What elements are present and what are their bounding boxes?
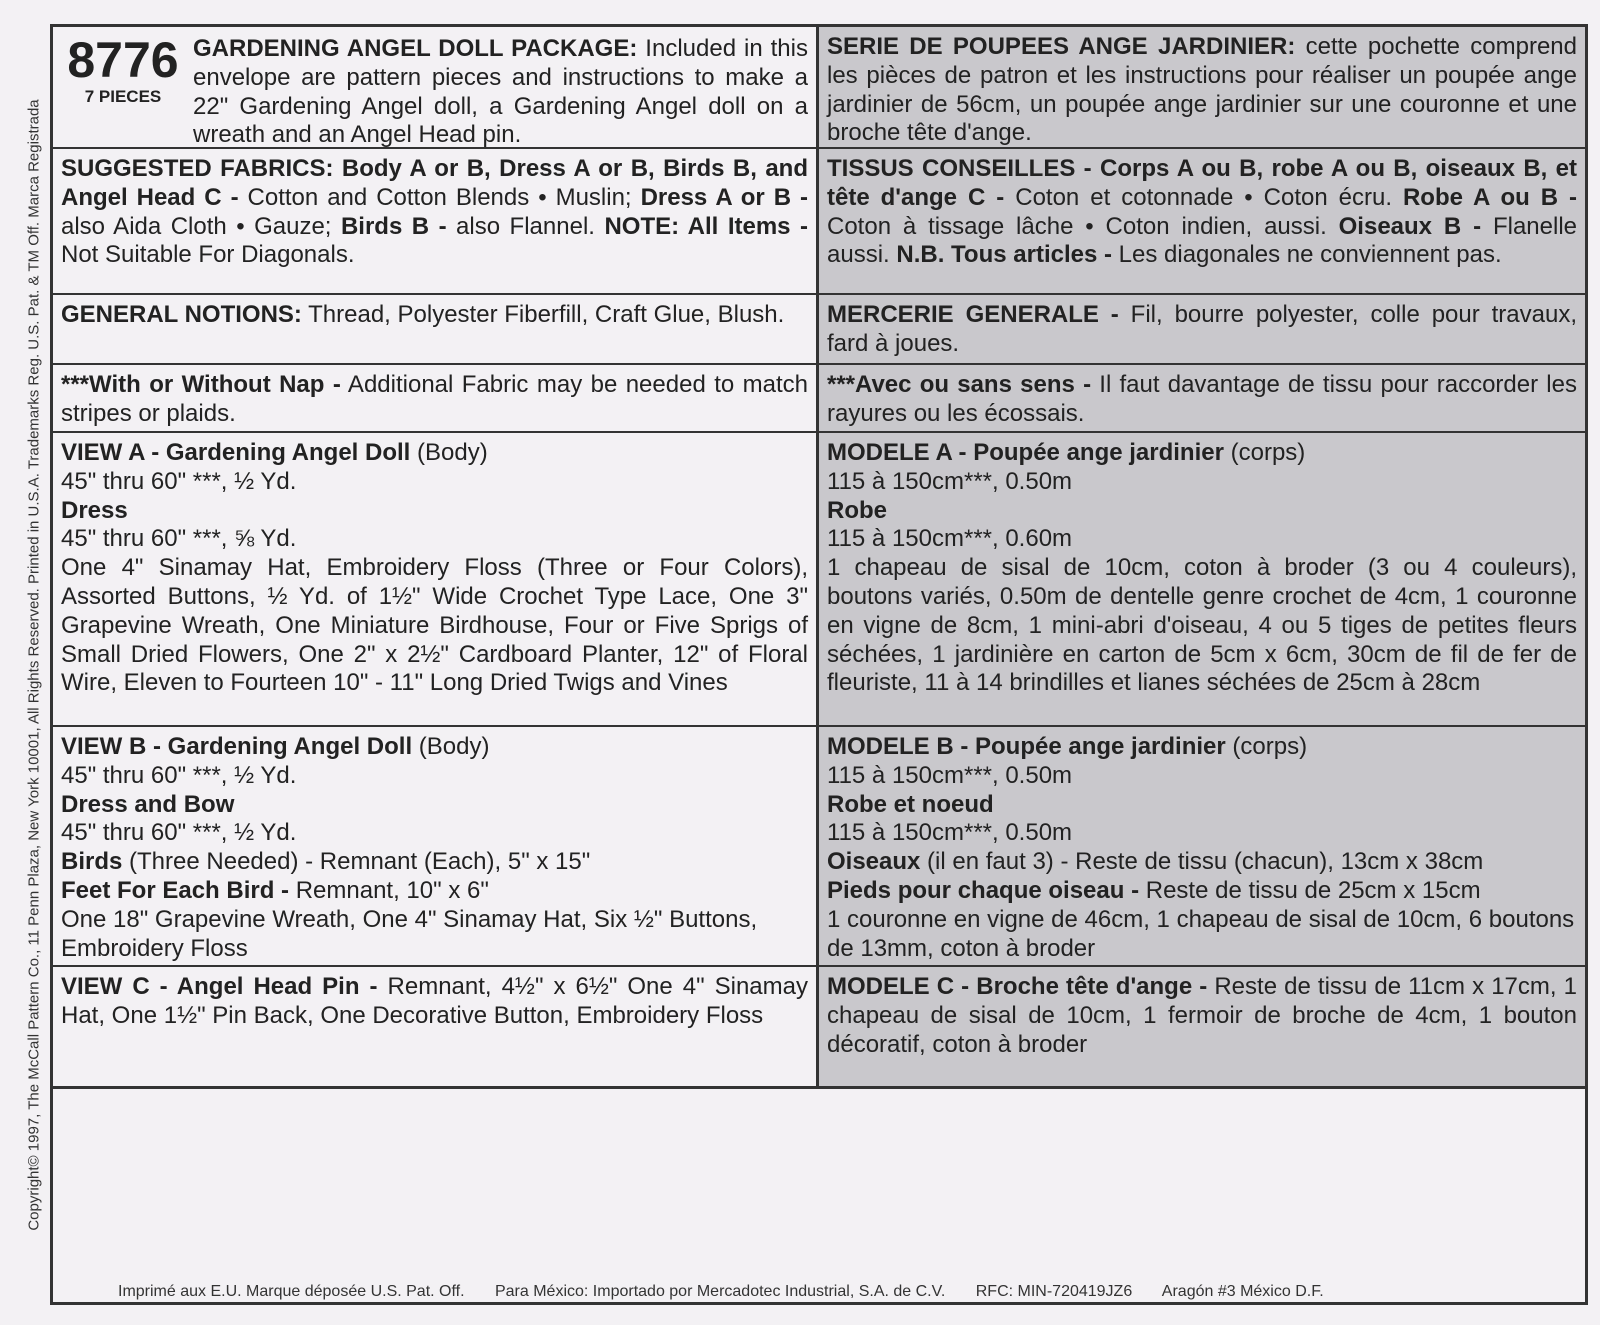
package-en-text [193,35,808,149]
view-b-en-birds: Birds (Three Needed) - Remnant (Each), 5" x 15" [61,848,591,876]
view-b-en-notions: One 18" Grapevine Wreath, One 4" Sinamay Hat, Six ½" Buttons, Embroidery Floss [61,905,758,962]
view-c-fr-heading: MODELE C - Broche tête d'ange - [827,973,1208,1000]
fabrics-en-birds: Birds B - [340,212,447,240]
footer-import-info [118,1283,1558,1301]
copyright-text: Copyright© 1997, The McCall Pattern Co., 11 Penn Plaza, New York 10001, All Rights Reserved. Printed in U.S.A. Trademarks Reg. U.S. Pat. & TM Off. Marca Registrada [25,99,43,1231]
view-b-en-heading-line [61,733,808,762]
view-b-fr-robe-label: Robe et noeud [827,790,994,818]
view-c-en-cell [53,967,819,1089]
fabrics-fr-note-text: Les diagonales ne conviennent pas. [1111,241,1502,269]
fabrics-fr-heading: TISSUS CONSEILLES - Corps A ou B, robe A ou B, oiseaux B, et tête d'ange C - [827,155,1577,211]
view-c-en-heading: VIEW C - Angel Head Pin - [61,973,378,1000]
notions-fr-text: Fil, bourre polyester, colle pour travaux, fard à joues. [827,301,1577,357]
view-b-fr-cell [819,727,1585,967]
view-c-fr-cell [819,967,1585,1089]
view-a-en-yardage-dress: 45" thru 60" ***, ⅝ Yd. [61,525,297,553]
nap-fr-heading: ***Avec ou sans sens - [827,371,1092,398]
view-b-en-feet: Feet For Each Bird - Remnant, 10" x 6" [61,876,489,904]
fabrics-en-text: Cotton and Cotton Blends • Muslin; [238,183,641,211]
view-a-en-heading: VIEW A - Gardening Angel Doll [61,439,411,466]
nap-en-text: Additional Fabric may be needed to match stripes or plaids. [61,371,808,427]
fabrics-fr-oiseaux-text: Flanelle aussi. [827,212,1578,269]
footer-printed: Imprimé aux E.U. Marque déposée U.S. Pat. Off. [118,1283,465,1300]
view-b-en-dress-label: Dress and Bow [61,790,235,818]
package-fr-cell [819,27,1585,149]
view-a-fr-yardage-robe: 115 à 150cm***, 0.60m [827,525,1073,553]
fabrics-fr-robe: Robe A ou B - [1402,183,1578,211]
notions-fr-heading: MERCERIE GENERALE - [827,301,1119,328]
package-fr-heading: SERIE DE POUPEES ANGE JARDINIER: [827,33,1296,60]
view-c-en-text: Remnant, 4½" x 6½" One 4" Sinamay Hat, One 1½" Pin Back, One Decorative Button, Embroidery Floss [61,973,808,1029]
footer-importer: Para México: Importado por Mercadotec Industrial, S.A. de C.V. [494,1283,946,1300]
empty-area [53,1089,1585,1302]
fabrics-en-heading: SUGGESTED FABRICS: Body A or B, Dress A or B, Birds B, and Angel Head C - [61,155,808,211]
view-b-fr-heading-line [827,733,1577,762]
view-b-fr-yardage-body: 115 à 150cm***, 0.50m [827,761,1073,789]
fabrics-fr-note: N.B. Tous articles - [896,241,1112,269]
view-b-en-heading-note: (Body) [412,733,490,760]
view-b-en-yardage-body: 45" thru 60" ***, ½ Yd. [61,761,297,789]
view-b-en-heading: VIEW B - Gardening Angel Doll [61,733,413,760]
view-b-fr-feet: Pieds pour chaque oiseau - Reste de tissu de 25cm x 15cm [827,876,1481,904]
view-c-fr-text: Reste de tissu de 11cm x 17cm, 1 chapeau de sisal de 10cm, 1 fermoir de broche de 4cm, 1 bouton décoratif, coton à broder [827,973,1578,1058]
package-en-heading: GARDENING ANGEL DOLL PACKAGE: [193,35,638,62]
footer-rfc: RFC: MIN-720419JZ6 [975,1283,1133,1300]
fabrics-fr-robe-text: Coton à tissage lâche • Coton indien, aussi. [827,212,1339,240]
pieces-count: 7 PIECES [84,87,162,106]
footer-address: Aragón #3 México D.F. [1161,1283,1324,1300]
nap-en-heading: ***With or Without Nap - [61,371,341,398]
view-b-en-yardage-dress: 45" thru 60" ***, ½ Yd. [61,819,297,847]
fabrics-en-note: NOTE: All Items - [604,212,808,240]
copyright-sidebar [22,30,46,1300]
notions-en-text: Thread, Polyester Fiberfill, Craft Glue, Blush. [301,301,785,328]
view-b-fr-heading: MODELE B - Poupée ange jardinier [827,733,1226,760]
pattern-number: 8776 [67,32,179,88]
view-b-en-cell [53,727,819,967]
view-b-fr-notions: 1 couronne en vigne de 46cm, 1 chapeau de sisal de 10cm, 6 boutons de 13mm, coton à broder [827,905,1575,962]
fabrics-fr-cell [819,149,1585,295]
nap-fr-cell [819,365,1585,433]
pattern-number-block [61,32,185,143]
notions-en-cell [53,295,819,365]
fabrics-en-dress: Dress A or B - [640,183,808,211]
package-en-body: Included in this envelope are pattern pieces and instructions to make a 22" Gardening Angel doll, a Gardening Angel doll on a wreath and an Angel Head pin. [193,35,808,149]
view-a-en-heading-note: (Body) [410,439,488,466]
view-a-fr-heading: MODELE A - Poupée ange jardinier [827,439,1224,466]
notions-fr-cell [819,295,1585,365]
view-b-fr-heading-note: (corps) [1225,733,1308,760]
nap-en-cell [53,365,819,433]
view-a-fr-heading-note: (corps) [1223,439,1306,466]
fabrics-fr-oiseaux: Oiseaux B - [1338,212,1482,240]
view-a-en-yardage-body: 45" thru 60" ***, ½ Yd. [61,467,297,495]
fabrics-en-birds-text: also Flannel. [446,212,605,240]
notions-en-heading: GENERAL NOTIONS: [61,301,302,328]
view-a-fr-heading-line [827,439,1577,468]
fabrics-en-note-text: Not Suitable For Diagonals. [61,241,355,269]
view-a-fr-yardage-body: 115 à 150cm***, 0.50m [827,467,1073,495]
view-a-en-heading-line [61,439,808,468]
view-b-fr-yardage-robe: 115 à 150cm***, 0.50m [827,819,1073,847]
fabric-requirements-table [53,27,1585,1089]
view-a-fr-robe-label: Robe [827,496,887,524]
fabrics-en-cell [53,149,819,295]
fabrics-fr-text: Coton et cotonnade • Coton écru. [1004,183,1403,211]
nap-fr-text: Il faut davantage de tissu pour raccorder les rayures ou les écossais. [827,371,1577,427]
view-a-en-notions: One 4" Sinamay Hat, Embroidery Floss (Three or Four Colors), Assorted Buttons, ½ Yd. of 1½" Wide Crochet Type Lace, One 3" Grapevine Wreath, One Miniature Birdhouse, Four or Five Sprigs of Small Dried Flowers, One 2" x 2½" Cardboard Planter, 12" of Floral Wire, Eleven to Fourteen 10" - 11" Long Dried Twigs and Vines [61,554,808,697]
package-fr-body: cette pochette comprend les pièces de patron et les instructions pour réaliser un poupée ange jardinier de 56cm, un poupée ange jardinier sur une couronne et une broche tête d'ange. [827,33,1577,147]
package-en-cell [53,27,819,149]
view-a-en-dress-label: Dress [61,496,128,524]
view-a-fr-cell [819,433,1585,727]
pattern-info-frame [50,24,1588,1305]
view-a-en-cell [53,433,819,727]
view-b-fr-birds: Oiseaux (il en faut 3) - Reste de tissu (chacun), 13cm x 38cm [827,848,1484,876]
fabrics-en-dress-text: also Aida Cloth • Gauze; [61,212,341,240]
view-a-fr-notions: 1 chapeau de sisal de 10cm, coton à broder (3 ou 4 couleurs), boutons variés, 0.50m de dentelle genre crochet de 4cm, 1 couronne en vigne de 8cm, 1 mini-abri d'oiseau, 4 ou 5 tiges de petites fleurs séchées, 1 jardinière en carton de 5cm x 6cm, 30cm de fil de fer de fleuriste, 11 à 14 brindilles et lianes séchées de 25cm à 28cm [827,554,1577,697]
